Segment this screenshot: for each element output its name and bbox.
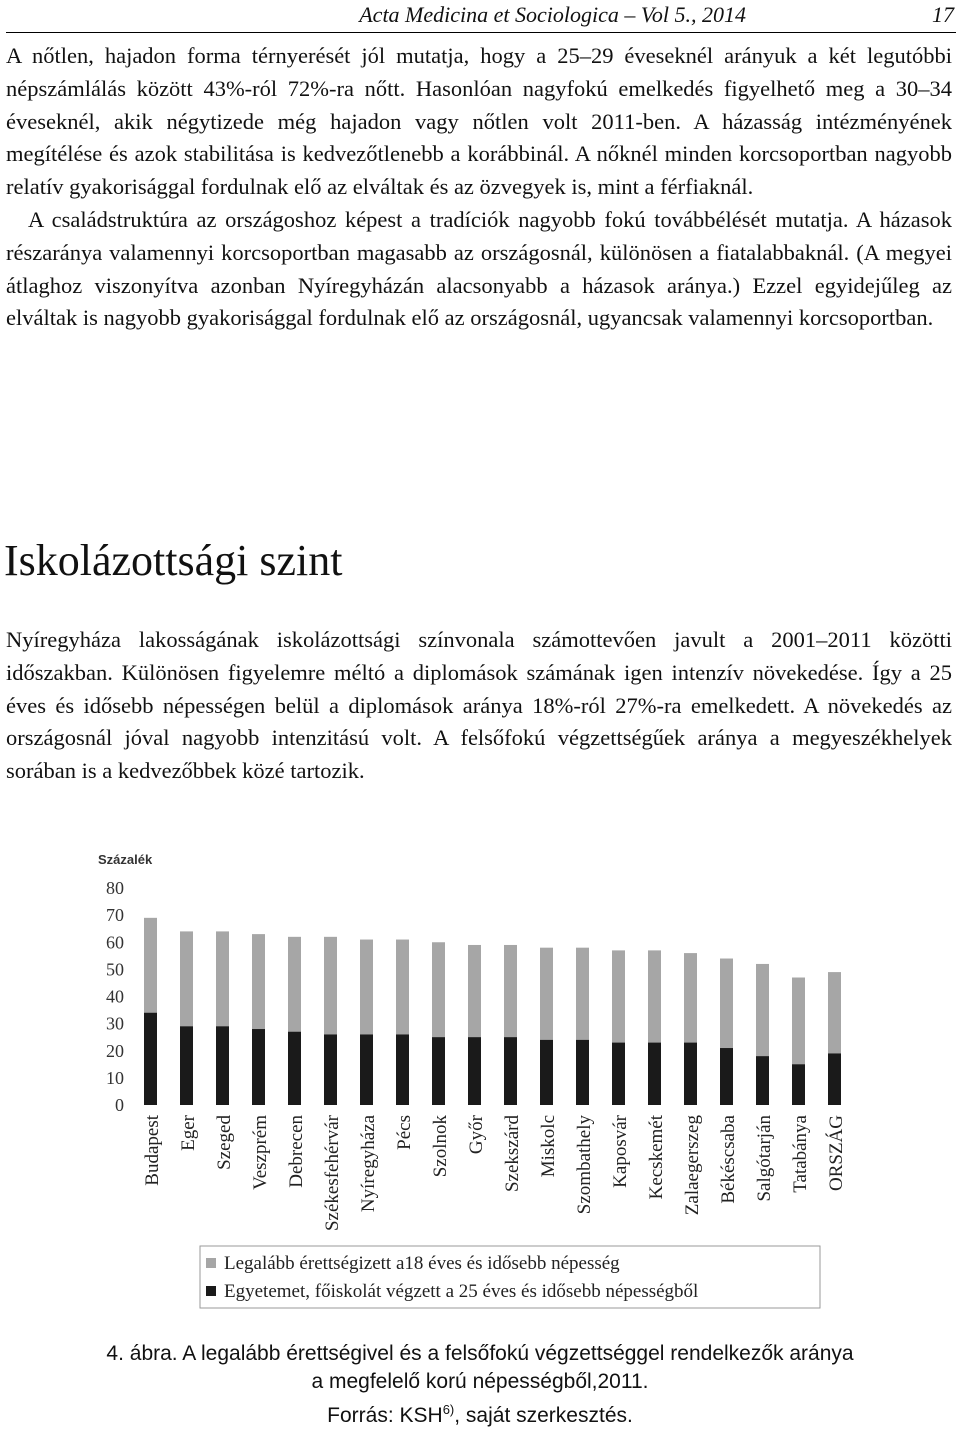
body-text-section [6, 624, 952, 788]
caption-footnote-ref: 6) [442, 1402, 455, 1417]
y-tick-label: 70 [106, 905, 124, 926]
y-tick-label: 80 [106, 878, 124, 898]
bar-higher-education [576, 1040, 589, 1105]
bar-higher-education [504, 1037, 517, 1105]
x-tick-label: Székesfehérvár [322, 1115, 343, 1232]
bar-higher-education [432, 1037, 445, 1105]
caption-line-1: 4. ábra. A legalább érettségivel és a felsőfokú végzettséggel rendelkezők aránya [106, 1342, 854, 1365]
bar-higher-education [180, 1026, 193, 1105]
y-tick-label: 10 [106, 1067, 124, 1088]
x-tick-label: Budapest [142, 1115, 163, 1186]
x-tick-label: Szombathely [574, 1115, 595, 1215]
bar-higher-education [324, 1034, 337, 1105]
bar-higher-education [216, 1026, 229, 1105]
legend-label: Legalább érettségizett a18 éves és idősebb népesség [224, 1253, 620, 1274]
x-tick-label: ORSZÁG [826, 1115, 847, 1192]
bar-higher-education [756, 1056, 769, 1105]
x-tick-label: Zalaegerszeg [682, 1115, 703, 1216]
x-tick-label: Békéscsaba [718, 1115, 739, 1204]
bar-higher-education [720, 1048, 733, 1105]
bar-higher-education [648, 1043, 661, 1105]
y-tick-label: 0 [115, 1095, 124, 1115]
x-tick-label: Tatabánya [790, 1115, 811, 1193]
x-tick-label: Szolnok [430, 1115, 451, 1178]
bar-chart-svg [90, 848, 870, 1318]
body-text-top [6, 40, 952, 335]
x-tick-label: Szekszárd [502, 1115, 523, 1193]
x-tick-label: Salgótarján [754, 1115, 775, 1202]
x-tick-label: Pécs [394, 1115, 415, 1150]
legend-swatch [206, 1258, 216, 1268]
caption-source: Forrás: KSH [327, 1404, 443, 1427]
x-tick-label: Kaposvár [610, 1115, 631, 1188]
y-tick-label: 30 [106, 1013, 124, 1034]
caption-line-2: a megfelelő korú népességből,2011. [311, 1370, 649, 1393]
bar-higher-education [792, 1064, 805, 1105]
page-number: 17 [932, 2, 954, 27]
caption-source-suffix: , saját szerkesztés. [454, 1404, 633, 1427]
paragraph: A nőtlen, hajadon forma térnyerését jól mutatja, hogy a 25–29 éveseknél arányuk a két legutóbbi népszámlálás között 43%-ról 72%-ra nőtt. Hasonlóan nagyfokú emelkedés figyelhető meg a 30–34 éveseknél, akik négytizede még hajadon vagy nőtlen volt 2011-ben. A házasság intézményének megítélése és azok stabilitása is kedvezőtlenebb a korábbinál. A nőknél minden korcsoportban nagyobb relatív gyakorisággal fordulnak elő az elváltak és az özvegyek is, mint a férfiaknál. [6, 43, 952, 200]
y-tick-label: 20 [106, 1040, 124, 1061]
y-tick-label: 40 [106, 986, 124, 1007]
paragraph: A családstruktúra az országoshoz képest a tradíciók nagyobb fokú továbbélését mutatja. A házasok részaránya valamennyi korcsoportban magasabb az országosnál, különösen a fiatalabbaknál. (A megyei átlaghoz viszonyítva azonban Nyíregyházán alacsonyabb a házasok aránya.) Ezzel egyidejűleg az elváltak is nagyobb gyakorisággal fordulnak elő az országosnál, ugyancsak valamennyi korcsoportban. [6, 206, 952, 331]
figure-caption [0, 1340, 960, 1430]
x-tick-label: Veszprém [250, 1115, 271, 1190]
bar-higher-education [540, 1040, 553, 1105]
bar-higher-education [468, 1037, 481, 1105]
journal-title: Acta Medicina et Sociologica – Vol 5., 2014 [359, 2, 746, 27]
legend-swatch [206, 1286, 216, 1296]
section-heading: Iskolázottsági szint [4, 536, 343, 585]
x-tick-label: Debrecen [286, 1115, 307, 1188]
running-header [6, 2, 956, 33]
bar-higher-education [612, 1043, 625, 1105]
legend-label: Egyetemet, főiskolát végzett a 25 éves és idősebb népességből [224, 1281, 699, 1302]
bar-higher-education [144, 1013, 157, 1105]
bar-higher-education [684, 1043, 697, 1105]
x-tick-label: Szeged [214, 1115, 235, 1170]
y-tick-label: 50 [106, 959, 124, 980]
bar-chart [90, 848, 870, 1318]
x-tick-label: Győr [466, 1115, 487, 1155]
y-axis-title: Százalék [98, 852, 153, 867]
y-tick-label: 60 [106, 932, 124, 953]
bar-higher-education [360, 1034, 373, 1105]
paragraph: Nyíregyháza lakosságának iskolázottsági színvonala számottevően javult a 2001–2011 közötti időszakban. Különösen figyelemre méltó a diplomások számának igen intenzív növekedése. Így a 25 éves és idősebb népességen belül a diplomások aránya 18%-ról 27%-ra emelkedett. A növekedés az országosnál jóval nagyobb intenzitású volt. A felsőfokú végzettségűek aránya a megyeszékhelyek sorában is a kedvezőbbek közé tartozik. [6, 627, 952, 784]
bar-higher-education [828, 1053, 841, 1105]
caption-line-3 [0, 1396, 960, 1430]
x-tick-label: Miskolc [538, 1115, 559, 1178]
bar-higher-education [396, 1034, 409, 1105]
bar-higher-education [288, 1032, 301, 1105]
x-tick-label: Eger [178, 1115, 199, 1151]
x-tick-label: Kecskemét [646, 1115, 667, 1200]
bar-higher-education [252, 1029, 265, 1105]
x-tick-label: Nyíregyháza [358, 1115, 379, 1213]
